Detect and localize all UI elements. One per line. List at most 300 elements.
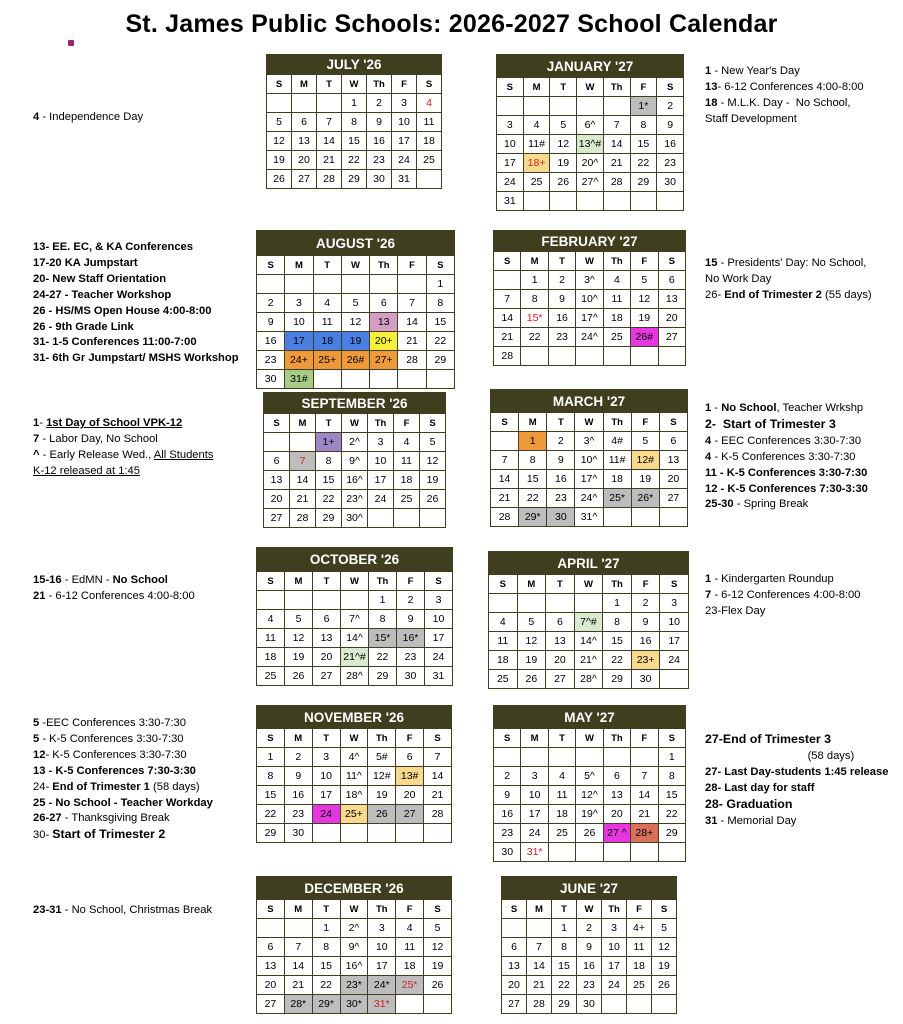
notes-october: [33, 573, 195, 605]
day-cell: 29: [369, 667, 397, 686]
note-text: No Work Day: [705, 272, 772, 285]
day-cell: 28: [491, 508, 519, 527]
day-cell: 3: [497, 116, 524, 135]
week-row: [491, 489, 688, 508]
day-cell: 29*: [519, 508, 547, 527]
note-text: 12: [33, 748, 46, 761]
day-cell: 1: [369, 591, 397, 610]
day-cell: 2: [548, 271, 575, 290]
note-text: - Independence Day: [39, 111, 144, 123]
weekday-header: S: [652, 900, 677, 919]
day-cell: 21: [317, 151, 342, 170]
day-cell: 17: [425, 629, 453, 648]
day-cell: 7: [284, 938, 312, 957]
empty-day-cell: [548, 843, 575, 862]
note-text: 31- 1-5 Conferences 11:00-7:00: [33, 336, 197, 349]
day-cell: 20: [658, 309, 685, 328]
day-cell: 15: [257, 786, 285, 805]
weekday-header: Th: [367, 75, 392, 94]
day-cell: 22: [369, 648, 397, 667]
note-line: [705, 112, 864, 128]
day-cell: 6: [603, 767, 630, 786]
day-cell: 1+: [316, 433, 342, 452]
day-cell: 2: [631, 594, 660, 613]
day-cell: 23^: [342, 490, 368, 509]
day-cell: 22: [519, 489, 547, 508]
day-cell: 19: [517, 651, 546, 670]
day-cell: 5: [267, 113, 292, 132]
empty-day-cell: [285, 591, 313, 610]
note-text: 4: [705, 450, 712, 463]
day-cell: 12: [420, 452, 446, 471]
day-cell: 15: [316, 471, 342, 490]
day-cell: 19: [631, 309, 658, 328]
month-august: [256, 230, 455, 389]
weekday-header: M: [519, 413, 547, 432]
note-text: 17-20 KA Jumpstart: [33, 256, 138, 269]
week-row: [257, 938, 452, 957]
weekday-header: M: [285, 572, 313, 591]
week-row: [494, 328, 686, 347]
day-cell: 7: [491, 451, 519, 470]
day-cell: 4: [396, 919, 424, 938]
week-row: [257, 610, 453, 629]
note-text: 13 - K-5 Conferences 7:30-3:30: [33, 764, 196, 777]
weekday-header: Th: [603, 729, 630, 748]
day-cell: 21: [631, 805, 658, 824]
day-cell: 2: [367, 94, 392, 113]
week-row: [489, 594, 689, 613]
week-row: [257, 591, 453, 610]
weekday-header: T: [546, 575, 575, 594]
day-cell: 2: [397, 591, 425, 610]
day-cell: 24*: [368, 976, 396, 995]
weekday-header: Th: [369, 572, 397, 591]
weekday-header: W: [576, 252, 603, 271]
empty-day-cell: [631, 748, 658, 767]
day-cell: 10: [368, 938, 396, 957]
note-text: K-12 released at 1:45: [33, 464, 140, 477]
day-cell: 29: [603, 670, 632, 689]
day-cell: 15: [426, 313, 454, 332]
note-line: [705, 797, 888, 814]
week-row: [257, 313, 455, 332]
day-cell: 24^: [576, 328, 603, 347]
week-row: [257, 667, 453, 686]
month-header: NOVEMBER '26: [257, 706, 452, 729]
empty-day-cell: [340, 824, 368, 843]
day-cell: 29: [316, 509, 342, 528]
empty-day-cell: [576, 347, 603, 366]
day-cell: 12: [550, 135, 577, 154]
week-row: [264, 490, 446, 509]
note-line: [33, 448, 213, 464]
week-row: [257, 786, 452, 805]
day-cell: 29: [630, 173, 657, 192]
day-cell: 22: [316, 490, 342, 509]
empty-day-cell: [577, 192, 604, 211]
note-line: [33, 304, 239, 320]
week-row: [264, 433, 446, 452]
weekday-header: S: [424, 729, 452, 748]
day-cell: 6: [546, 613, 575, 632]
day-cell: 30*: [340, 995, 368, 1014]
day-cell: 12#: [631, 451, 659, 470]
day-cell: 15: [630, 135, 657, 154]
day-cell: 27: [313, 667, 341, 686]
day-cell: 22: [552, 976, 577, 995]
day-cell: 8: [658, 767, 685, 786]
weekday-header: F: [394, 414, 420, 433]
empty-day-cell: [341, 591, 369, 610]
day-cell: 4: [523, 116, 550, 135]
weekday-header: T: [312, 729, 340, 748]
note-text: End of Trimester 1: [52, 780, 150, 793]
empty-day-cell: [631, 347, 658, 366]
notes-november: [33, 716, 213, 844]
note-line: [33, 764, 213, 780]
note-line: [705, 272, 872, 288]
empty-day-cell: [631, 508, 659, 527]
note-text: 15: [705, 257, 718, 269]
day-cell: 18: [396, 957, 424, 976]
day-cell: 25: [523, 173, 550, 192]
empty-day-cell: [603, 192, 630, 211]
day-cell: 18: [489, 651, 518, 670]
day-cell: 1: [257, 748, 285, 767]
note-line: [705, 732, 888, 749]
day-cell: 28: [398, 351, 426, 370]
week-row: [257, 294, 455, 313]
weekday-header: W: [577, 900, 602, 919]
day-cell: 15*: [369, 629, 397, 648]
note-text: 11 - K-5 Conferences 3:30-7:30: [705, 466, 868, 479]
day-cell: 24: [521, 824, 548, 843]
note-line: [33, 272, 239, 288]
day-cell: 2: [257, 294, 285, 313]
day-cell: 25*: [603, 489, 631, 508]
empty-day-cell: [491, 432, 519, 451]
day-cell: 16*: [397, 629, 425, 648]
notes-july: [33, 110, 143, 126]
note-text: Staff Development: [705, 112, 797, 125]
day-cell: 13: [370, 313, 398, 332]
day-cell: 16^: [342, 471, 368, 490]
day-cell: 21: [527, 976, 552, 995]
note-text: 27- Last Day-students 1:45 release: [705, 765, 889, 778]
empty-day-cell: [489, 594, 518, 613]
day-cell: 26: [517, 670, 546, 689]
day-cell: 20: [257, 976, 285, 995]
day-cell: 23: [284, 805, 312, 824]
weekday-header: F: [627, 900, 652, 919]
day-cell: 28: [527, 995, 552, 1014]
day-cell: 30: [631, 670, 660, 689]
empty-day-cell: [317, 94, 342, 113]
day-cell: 25: [489, 670, 518, 689]
day-cell: 28: [317, 170, 342, 189]
day-cell: 19: [368, 786, 396, 805]
day-cell: 24: [425, 648, 453, 667]
day-cell: 25: [257, 667, 285, 686]
note-text: 20- New Staff Orientation: [33, 272, 167, 285]
week-row: [257, 976, 452, 995]
weekday-header: S: [660, 575, 689, 594]
note-line: [33, 256, 239, 272]
day-cell: 14: [527, 957, 552, 976]
week-row: [497, 135, 684, 154]
day-cell: 1: [552, 919, 577, 938]
day-cell: 26: [368, 805, 396, 824]
day-cell: 22: [521, 328, 548, 347]
note-text: - K-5 Conferences 3:30-7:30: [39, 732, 184, 745]
day-cell: 5: [424, 919, 452, 938]
weekday-header: S: [658, 729, 685, 748]
note-text: 31- 6th Gr Jumpstart/ MSHS Workshop: [33, 352, 239, 365]
empty-day-cell: [658, 347, 685, 366]
day-cell: 8: [603, 613, 632, 632]
note-line: [33, 240, 239, 256]
empty-day-cell: [502, 919, 527, 938]
day-cell: 24: [312, 805, 340, 824]
day-cell: 25: [603, 328, 630, 347]
week-row: [497, 97, 684, 116]
note-text: (58 days): [149, 780, 200, 793]
day-cell: 11: [257, 629, 285, 648]
month-may: [493, 705, 686, 862]
note-text: 1: [705, 573, 712, 585]
day-cell: 3: [392, 94, 417, 113]
weekday-header: M: [285, 256, 313, 275]
day-cell: 3: [312, 748, 340, 767]
day-cell: 20: [659, 470, 687, 489]
month-header: APRIL '27: [489, 552, 689, 575]
day-cell: 25: [627, 976, 652, 995]
day-cell: 26: [652, 976, 677, 995]
note-text: 26-27: [33, 812, 62, 825]
weekday-header: F: [392, 75, 417, 94]
empty-day-cell: [548, 748, 575, 767]
day-cell: 18: [627, 957, 652, 976]
day-cell: 27+: [370, 351, 398, 370]
weekday-header: W: [342, 414, 368, 433]
empty-day-cell: [546, 594, 575, 613]
day-cell: 8: [342, 113, 367, 132]
day-cell: 14^: [574, 632, 603, 651]
day-cell: 4: [603, 271, 630, 290]
empty-day-cell: [290, 433, 316, 452]
note-line: [33, 589, 195, 605]
day-cell: 16: [631, 632, 660, 651]
day-cell: 20: [603, 805, 630, 824]
day-cell: 30: [284, 824, 312, 843]
day-cell: 30: [577, 995, 602, 1014]
day-cell: 11: [489, 632, 518, 651]
day-cell: 16: [257, 332, 285, 351]
weekday-header: S: [257, 729, 285, 748]
day-cell: 9: [284, 767, 312, 786]
weekday-header: W: [576, 729, 603, 748]
empty-day-cell: [341, 370, 369, 389]
day-cell: 9: [547, 451, 575, 470]
day-cell: 25: [394, 490, 420, 509]
day-cell: 5: [285, 610, 313, 629]
day-cell: 6: [396, 748, 424, 767]
day-cell: 15: [312, 957, 340, 976]
empty-day-cell: [370, 275, 398, 294]
day-cell: 16: [577, 957, 602, 976]
weekday-header: M: [284, 729, 312, 748]
week-row: [257, 370, 455, 389]
note-line: [705, 450, 868, 466]
weekday-header: M: [523, 78, 550, 97]
notes-january: [705, 64, 864, 128]
day-cell: 28^: [574, 670, 603, 689]
day-cell: 17: [602, 957, 627, 976]
day-cell: 18^: [340, 786, 368, 805]
month-june: [501, 876, 677, 1014]
day-cell: 17: [368, 471, 394, 490]
day-cell: 4#: [603, 432, 631, 451]
weekday-header: Th: [368, 729, 396, 748]
note-text: (58 days): [705, 749, 855, 762]
day-cell: 7^#: [574, 613, 603, 632]
day-cell: 14: [398, 313, 426, 332]
day-cell: 30: [494, 843, 521, 862]
weekday-header: F: [631, 413, 659, 432]
empty-day-cell: [631, 843, 658, 862]
day-cell: 27 ^: [603, 824, 630, 843]
day-cell: 9: [494, 786, 521, 805]
week-row: [264, 509, 446, 528]
weekday-header: Th: [603, 252, 630, 271]
note-text: - EdMN -: [61, 574, 113, 586]
week-row: [491, 508, 688, 527]
note-text: 23-31: [33, 904, 62, 916]
week-row: [502, 976, 677, 995]
day-cell: 10: [602, 938, 627, 957]
note-line: [705, 781, 888, 797]
day-cell: 28*: [284, 995, 312, 1014]
day-cell: 11: [548, 786, 575, 805]
week-row: [494, 767, 686, 786]
day-cell: 14: [603, 135, 630, 154]
day-cell: 6: [257, 938, 285, 957]
day-cell: 27: [257, 995, 285, 1014]
day-cell: 1: [603, 594, 632, 613]
note-text: 31: [705, 814, 718, 827]
week-row: [491, 432, 688, 451]
day-cell: 26: [420, 490, 446, 509]
note-text: -EEC Conferences 3:30-7:30: [39, 717, 186, 729]
day-cell: 26: [576, 824, 603, 843]
day-cell: 7: [494, 290, 521, 309]
day-cell: 7: [398, 294, 426, 313]
empty-day-cell: [577, 97, 604, 116]
month-september: [263, 392, 446, 528]
day-cell: 5#: [368, 748, 396, 767]
weekday-header: F: [631, 729, 658, 748]
day-cell: 8: [316, 452, 342, 471]
day-cell: 10: [368, 452, 394, 471]
weekday-header: S: [420, 414, 446, 433]
empty-day-cell: [341, 275, 369, 294]
month-header: MARCH '27: [491, 390, 688, 413]
note-text: 18: [705, 96, 718, 109]
empty-day-cell: [396, 995, 424, 1014]
day-cell: 21: [398, 332, 426, 351]
weekday-header: F: [397, 572, 425, 591]
week-row: [257, 957, 452, 976]
day-cell: 28^: [341, 667, 369, 686]
day-cell: 8: [521, 290, 548, 309]
week-row: [497, 173, 684, 192]
day-cell: 2: [547, 432, 575, 451]
empty-day-cell: [394, 509, 420, 528]
note-text: 28- Graduation: [705, 796, 793, 811]
week-row: [494, 271, 686, 290]
day-cell: 21^#: [341, 648, 369, 667]
weekday-header: W: [341, 572, 369, 591]
day-cell: 20: [396, 786, 424, 805]
note-text: - K-5 Conferences 3:30-7:30: [45, 748, 187, 761]
empty-day-cell: [494, 748, 521, 767]
day-cell: 5: [550, 116, 577, 135]
note-line: [705, 814, 888, 830]
week-row: [491, 451, 688, 470]
day-cell: 10: [521, 786, 548, 805]
note-line: [705, 482, 868, 498]
empty-day-cell: [285, 275, 313, 294]
day-cell: 3^: [576, 271, 603, 290]
week-row: [264, 452, 446, 471]
day-cell: 17^: [575, 470, 603, 489]
note-text: 4: [705, 434, 712, 447]
day-cell: 9^: [340, 938, 368, 957]
day-cell: 18: [257, 648, 285, 667]
day-cell: 12: [267, 132, 292, 151]
note-line: [33, 796, 213, 812]
day-cell: 16: [657, 135, 684, 154]
day-cell: 26: [550, 173, 577, 192]
day-cell: 17: [392, 132, 417, 151]
week-row: [497, 116, 684, 135]
day-cell: 3: [602, 919, 627, 938]
day-cell: 25+: [340, 805, 368, 824]
week-row: [494, 309, 686, 328]
empty-day-cell: [652, 995, 677, 1014]
note-text: - Thanksgiving Break: [61, 812, 170, 825]
day-cell: 28: [290, 509, 316, 528]
note-text: - M.L.K. Day - No School,: [717, 96, 851, 109]
week-row: [257, 995, 452, 1014]
week-row: [497, 192, 684, 211]
note-line: [33, 110, 143, 126]
day-cell: 9^: [342, 452, 368, 471]
note-line: [705, 96, 864, 112]
weekday-header: S: [497, 78, 524, 97]
note-text: 1: [705, 65, 712, 77]
empty-day-cell: [398, 275, 426, 294]
empty-day-cell: [521, 347, 548, 366]
month-december: [256, 876, 452, 1014]
day-cell: 9: [397, 610, 425, 629]
day-cell: 25*: [396, 976, 424, 995]
empty-day-cell: [494, 271, 521, 290]
day-cell: 6: [502, 938, 527, 957]
day-cell: 5: [631, 271, 658, 290]
note-text: 13- EE. EC, & KA Conferences: [33, 241, 193, 253]
